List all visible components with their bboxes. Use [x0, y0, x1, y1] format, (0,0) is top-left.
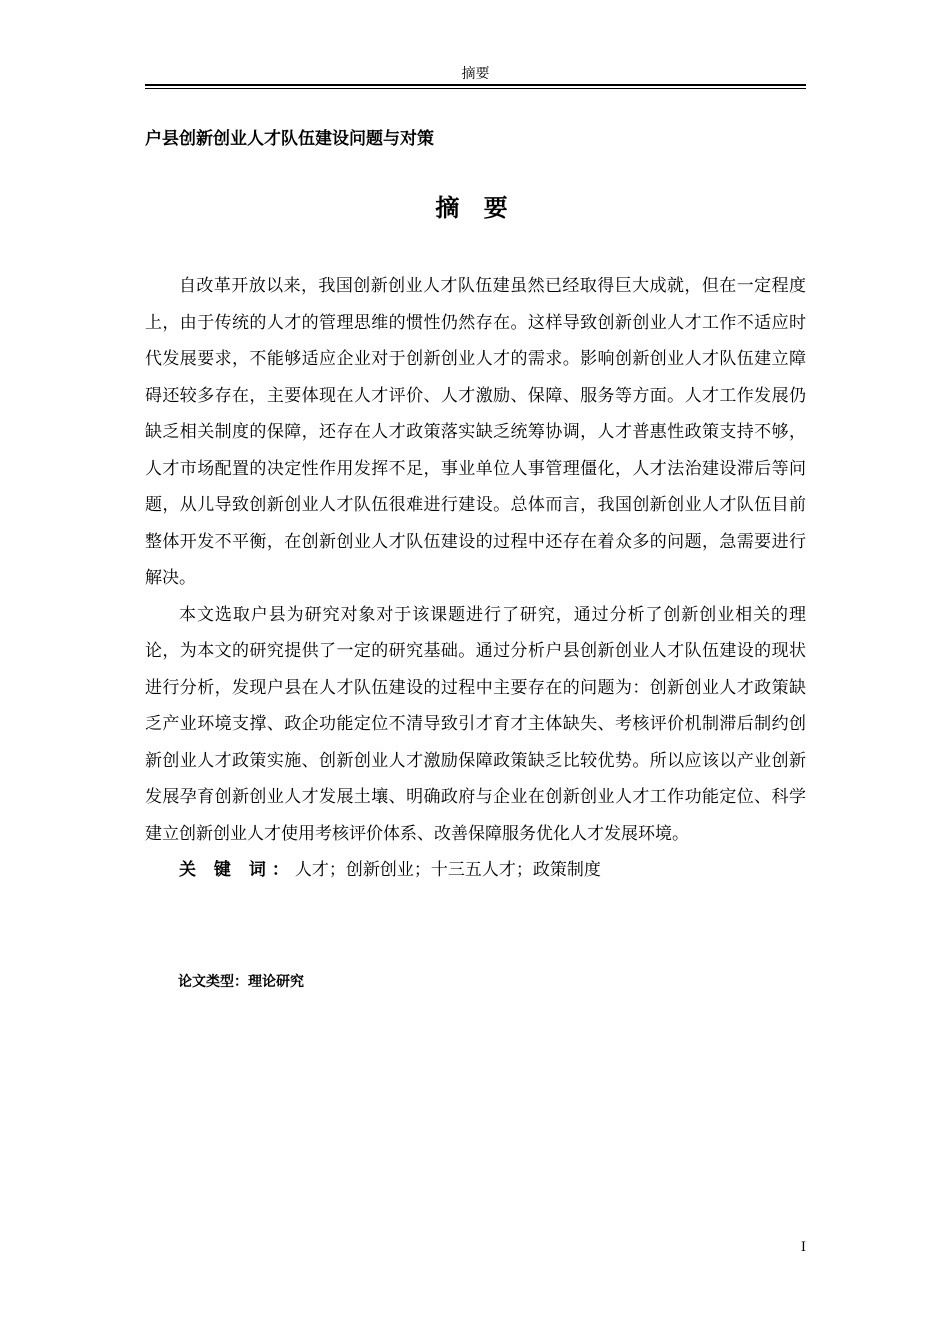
paper-type: 论文类型：理论研究 [178, 974, 304, 990]
page-number: I [800, 1240, 806, 1255]
keywords-line [145, 852, 806, 889]
abstract-paragraph-1: 自改革开放以来，我国创新创业人才队伍建虽然已经取得巨大成就，但在一定程度上，由于传统的人才的管理思维的惯性仍然存在。这样导致创新创业人才工作不适应时代发展要求，不能够适应企业对于创新创业人才的需求。影响创新创业人才队伍建立障碍还较多存在，主要体现在人才评价、人才激励、保障、服务等方面。人才工作发展仍缺乏相关制度的保障，还存在人才政策落实缺乏统筹协调，人才普惠性政策支持不够，人才市场配置的决定性作用发挥不足，事业单位人事管理僵化，人才法治建设滞后等问题，从儿导致创新创业人才队伍很难进行建设。总体而言，我国创新创业人才队伍目前整体开发不平衡，在创新创业人才队伍建设的过程中还存在着众多的问题，急需要进行解决。 [145, 276, 806, 588]
paper-title: 户县创新创业人才队伍建设问题与对策 [145, 129, 434, 149]
keywords-values: 人才；创新创业；十三五人才；政策制度 [294, 860, 601, 880]
abstract-body [145, 268, 806, 889]
keywords-label: 关 键 词： [179, 860, 295, 880]
running-header: 摘要 [461, 66, 490, 82]
header-rule [145, 84, 806, 89]
abstract-paragraph-2: 本文选取户县为研究对象对于该课题进行了研究，通过分析了创新创业相关的理论，为本文的研究提供了一定的研究基础。通过分析户县创新创业人才队伍建设的现状进行分析，发现户县在人才队伍建设的过程中主要存在的问题为：创新创业人才政策缺乏产业环境支撑、政企功能定位不清导致引才育才主体缺失、考核评价机制滞后制约创新创业人才政策实施、创新创业人才激励保障政策缺乏比较优势。所以应该以产业创新发展孕育创新创业人才发展土壤、明确政府与企业在创新创业人才工作功能定位、科学建立创新创业人才使用考核评价体系、改善保障服务优化人才发展环境。 [145, 604, 806, 844]
abstract-heading: 摘 要 [435, 194, 516, 222]
